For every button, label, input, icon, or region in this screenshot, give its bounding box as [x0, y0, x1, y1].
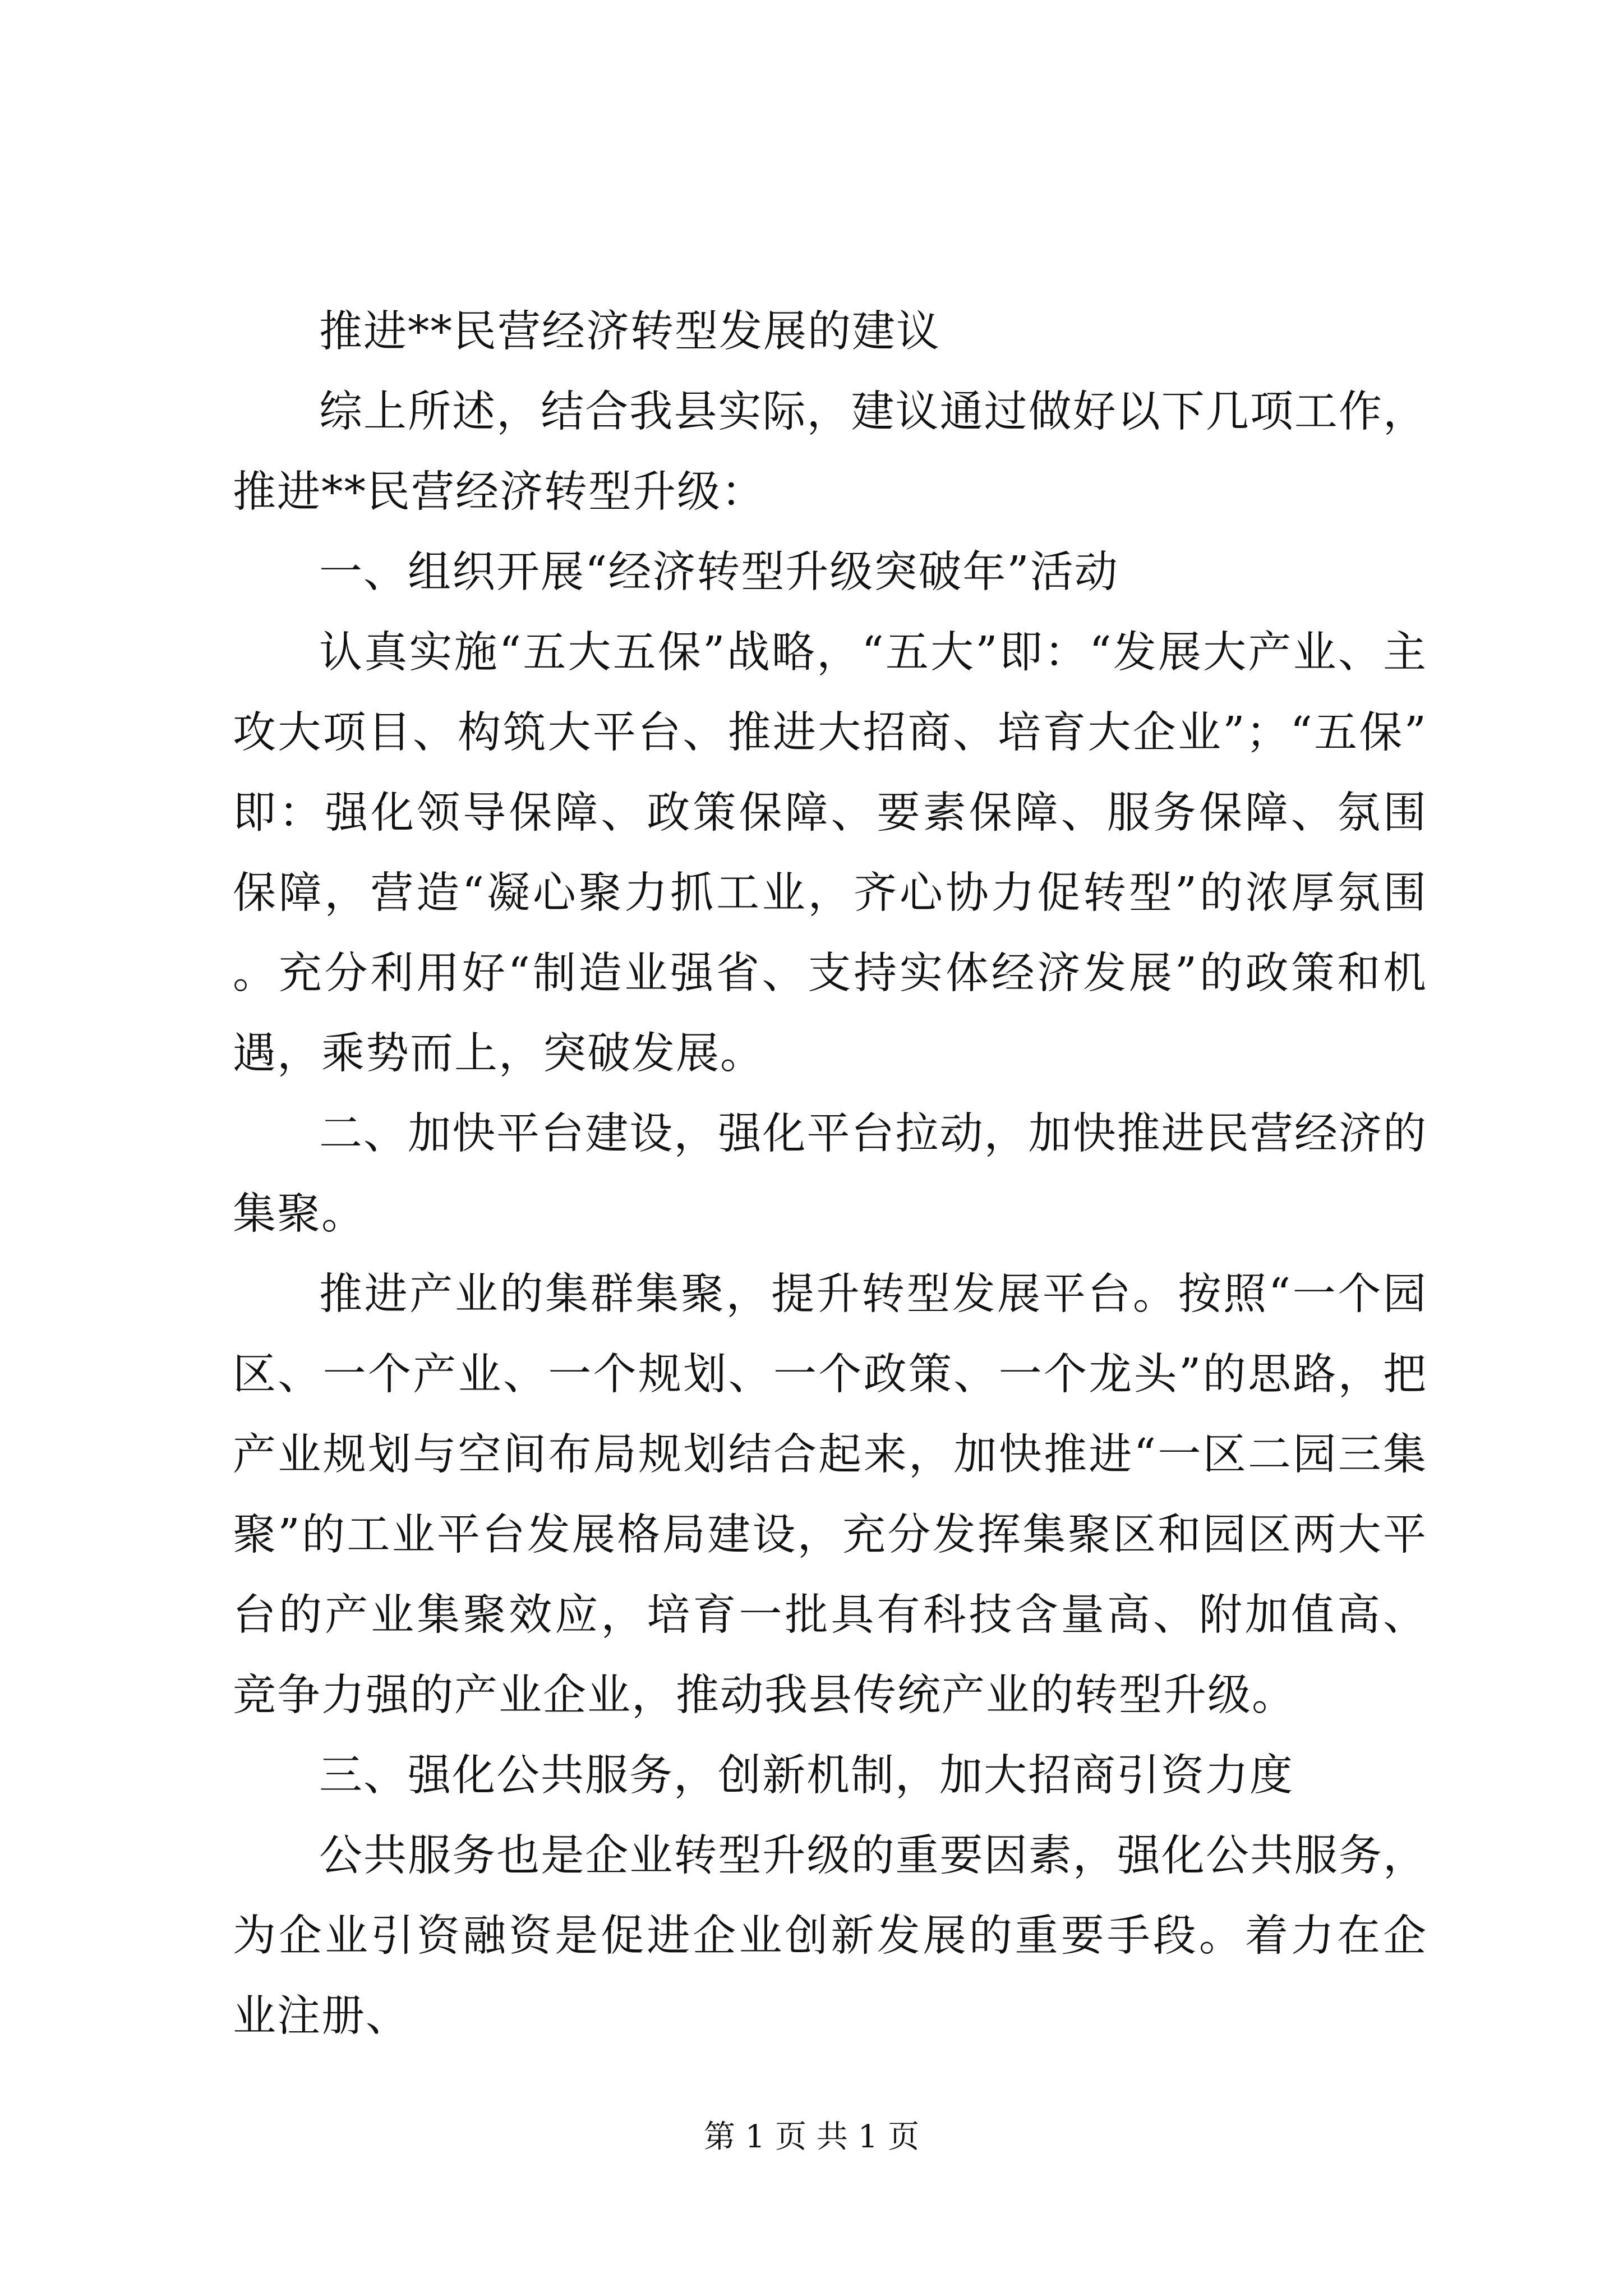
- paragraph-section-1: 认真实施“五大五保”战略，“五大”即：“发展大产业、主攻大项目、构筑大平台、推进大招商、培育大企业”；“五保”即：强化领导保障、政策保障、要素保障、服务保障、氛围保障，营造“凝心聚力抓工业，齐心协力促转型”的浓厚氛围。充分利用好“制造业强省、支持实体经济发展”的政策和机遇，乘势而上，突破发展。: [233, 628, 1427, 1079]
- section-heading-3: 三、强化公共服务，创新机制，加大招商引资力度: [319, 1751, 1294, 1801]
- document-body: [233, 292, 1427, 2056]
- document-title: 推进**民营经济转型发展的建议: [319, 307, 940, 357]
- paragraph-intro: 综上所述，结合我县实际，建议通过做好以下几项工作，推进**民营经济转型升级：: [233, 387, 1427, 517]
- page-footer: 第 1 页 共 1 页: [703, 2119, 920, 2155]
- paragraph-section-2: 推进产业的集群集聚，提升转型发展平台。按照“一个园区、一个产业、一个规划、一个政策、一个龙头”的思路，把产业规划与空间布局规划结合起来，加快推进“一区二园三集聚”的工业平台发展格局建设，充分发挥集聚区和园区两大平台的产业集聚效应，培育一批具有科技含量高、附加值高、竞争力强的产业企业，推动我县传统产业的转型升级。: [233, 1269, 1427, 1720]
- paragraph-section-3: 公共服务也是企业转型升级的重要因素，强化公共服务，为企业引资融资是促进企业创新发展的重要手段。着力在企业注册、: [233, 1831, 1427, 2041]
- section-heading-1: 一、组织开展“经济转型升级突破年”活动: [319, 547, 1119, 597]
- section-heading-2: 二、加快平台建设，强化平台拉动，加快推进民营经济的集聚。: [233, 1109, 1427, 1239]
